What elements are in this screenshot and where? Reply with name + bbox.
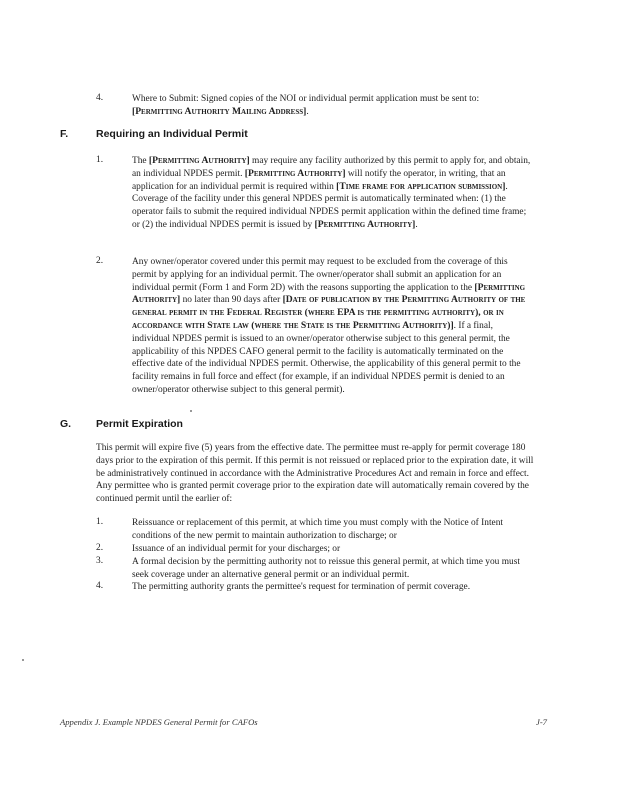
- f2-sc-1: [Permitting Authority]: [132, 281, 526, 306]
- item-4-address: [Permitting Authority Mailing Address]: [132, 105, 307, 117]
- section-f-letter: F.: [60, 128, 69, 140]
- f1-sc-1: [Permitting Authority]: [148, 155, 250, 166]
- item-4-period: .: [306, 106, 309, 117]
- section-g-letter: G.: [60, 418, 72, 430]
- f1-sc-4: [Permitting Authority]: [314, 218, 416, 230]
- f2-text-3: . If a final, individual NPDES permit is issued to an owner/operator otherwise subject to this general permit, the applicability of this NPDES CAFO general permit to the facility is automatically terminated on the effective date of the individual NPDES permit. Otherwise, the applicability of this general permit to the facility remains in full force and effect (for example, if an individual NPDES permit is denied to an owner/operator otherwise subject to this general permit).: [132, 320, 521, 395]
- item-4-text: [132, 93, 532, 119]
- section-f-item-2-number: 2.: [96, 256, 104, 266]
- section-g-item-3-text: A formal decision by the permitting authority not to reissue this general permit, at which time you must seek coverage under an alternative general permit or an individual permit.: [132, 557, 520, 580]
- section-g-item-4-number: 4.: [96, 581, 104, 591]
- section-g-title: Permit Expiration: [96, 418, 183, 430]
- f1-sc-2: [Permitting Authority]: [244, 167, 346, 179]
- section-g-item-3-number: 3.: [96, 556, 104, 566]
- f2-sc-2: [Date of publication by the Permitting Authority of the general permit in the Federal Register (where EPA is the permitting authority), or in accordance with State law (where the State is the Permitting Authority)]: [132, 294, 526, 331]
- section-f-title: Requiring an Individual Permit: [96, 128, 248, 140]
- section-f-item-2-text: [132, 256, 532, 397]
- f1-text-3: will notify the operator, in writing, that an application for an individual permit is required within: [132, 168, 506, 192]
- scan-speck: [22, 659, 24, 661]
- f1-text-4: . Coverage of the facility under this general NPDES permit is automatically terminated when: (1) the operator fails to submit the required individual NPDES permit application within the defined time frame; or (2) the individual NPDES permit is issued by: [132, 181, 527, 230]
- f1-text-5: .: [415, 219, 418, 230]
- item-4-number: 4.: [96, 93, 104, 103]
- section-g-item-2-number: 2.: [96, 543, 104, 553]
- section-g-item-2-text: Issuance of an individual permit for your discharges; or: [132, 544, 341, 554]
- f1-sc-3: [Time frame for application submission]: [336, 180, 506, 192]
- f2-text-1: Any owner/operator covered under this permit may request to be excluded from the coverage of this permit by applying for an individual permit. The owner/operator shall submit an application for an individual permit (Form 1 and Form 2D) with the reasons supporting the application to the: [132, 257, 508, 293]
- section-f-item-1-text: [132, 155, 532, 232]
- section-g-intro: This permit will expire five (5) years from the effective date. The permittee must re-apply for permit coverage 180 days prior to the expiration of this permit. If this permit is not reissued or replaced prior to the expiration date, it will be administratively continued in accordance with the Administrative Procedures Act and remain in force and effect. Any permittee who is granted permit coverage prior to the expiration date will automatically remain covered by the continued permit until the earlier of:: [96, 443, 534, 505]
- page-number: J-7: [536, 717, 547, 727]
- f1-text-1: The: [132, 156, 149, 166]
- item-4-text-a: Where to Submit: Signed copies of the NOI or individual permit application must be sent to:: [132, 94, 480, 104]
- section-g-item-4-text: The permitting authority grants the permittee's request for termination of permit coverage.: [132, 582, 471, 592]
- f2-text-2: no later than 90 days after: [180, 295, 283, 306]
- footer-title: Appendix J. Example NPDES General Permit for CAFOs: [60, 717, 258, 727]
- scan-speck: [190, 410, 192, 412]
- section-g-item-1-number: 1.: [96, 517, 104, 527]
- section-g-item-1-text: Reissuance or replacement of this permit, at which time you must comply with the Notice of Intent conditions of the new permit to maintain authorization to discharge; or: [132, 518, 503, 541]
- section-f-item-1-number: 1.: [96, 155, 104, 165]
- f1-text-2: may require any facility authorized by this permit to apply for, and obtain, an individual NPDES permit.: [132, 156, 531, 179]
